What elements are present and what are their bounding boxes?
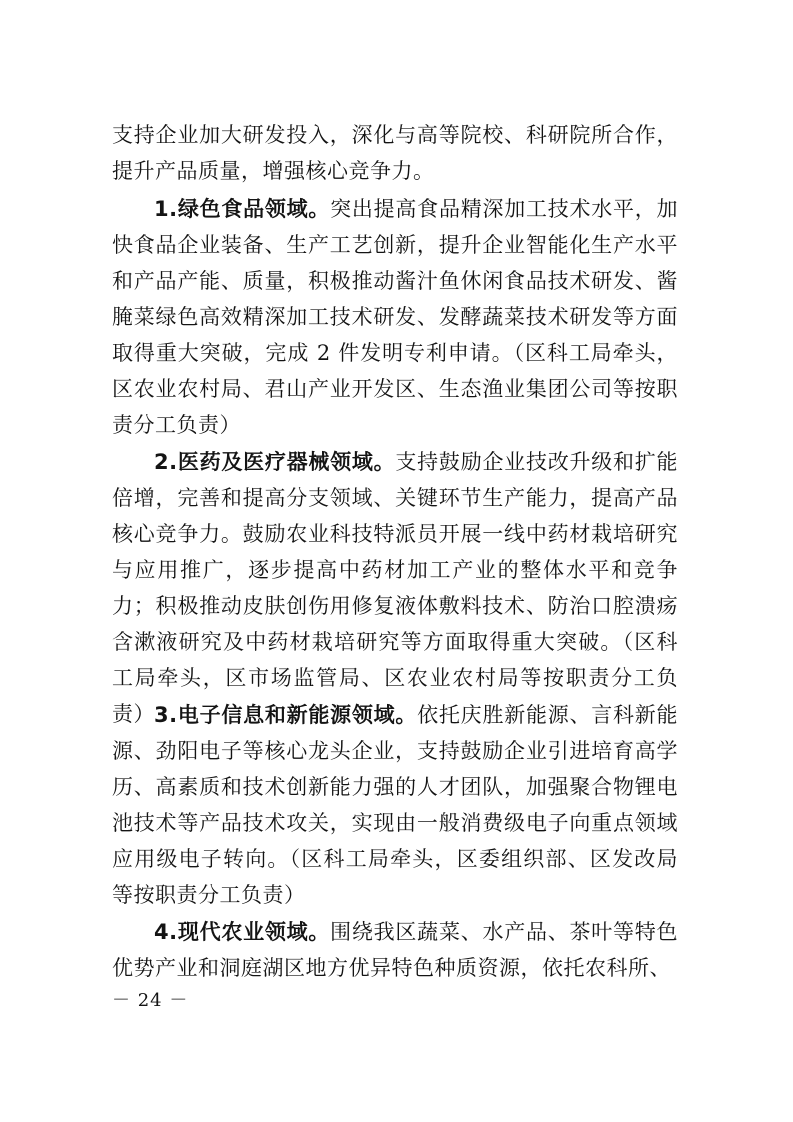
paragraph-heading: 4.现代农业领域。 — [154, 920, 331, 944]
paragraph-heading: 1.绿色食品领域。 — [154, 197, 331, 221]
paragraph-continuation — [112, 117, 678, 189]
paragraph-text: 围绕我区蔬菜、水产品、茶叶等特色优势产业和洞庭湖区地方优异特色种质资源，依托农科所、 — [112, 920, 679, 980]
paragraph-heading: 3.电子信息和新能源领域。 — [154, 703, 418, 727]
paragraph-text: 依托庆胜新能源、言科新能源、劲阳电子等核心龙头企业，支持鼓励企业引进培育高学历、高素质和技术创新能力强的人才团队，加强聚合物锂电池技术等产品技术攻关，实现由一般消费级电子向重点领域应用级电子转向。（区科工局牵头，区委组织部、区发改局等按职责分工负责） — [112, 703, 678, 907]
paragraph-medicine — [112, 444, 678, 732]
paragraph-text: 突出提高食品精深加工技术水平，加快食品企业装备、生产工艺创新，提升企业智能化生产水平和产品产能、质量，积极推动酱汁鱼休闲食品技术研发、酱腌菜绿色高效精深加工技术研发、发酵蔬菜技术研发等方面取得重大突破，完成 2 件发明专利申请。（区科工局牵头，区农业农村局、君山产业开发区、生态渔业集团公司等按职责分工负责） — [112, 197, 679, 437]
paragraph-text: 支持企业加大研发投入，深化与高等院校、科研院所合作，提升产品质量，增强核心竞争力。 — [112, 123, 678, 183]
paragraph-green-food — [112, 191, 678, 443]
paragraph-heading: 2.医药及医疗器械领域。 — [154, 450, 396, 474]
paragraph-agriculture — [112, 914, 678, 986]
paragraph-electronics — [112, 697, 678, 913]
page-number: － 24 － — [112, 990, 189, 1011]
paragraph-text: 支持鼓励企业技改升级和扩能倍增，完善和提高分支领域、关键环节生产能力，提高产品核心竞争力。鼓励农业科技特派员开展一线中药材栽培研究与应用推广，逐步提高中药材加工产业的整体水平和竞争力；积极推动皮肤创伤用修复液体敷料技术、防治口腔溃疡含漱液研究及中药材栽培研究等方面取得重大突破。（区科工局牵头，区市场监管局、区农业农村局等按职责分工负责） — [112, 450, 679, 726]
